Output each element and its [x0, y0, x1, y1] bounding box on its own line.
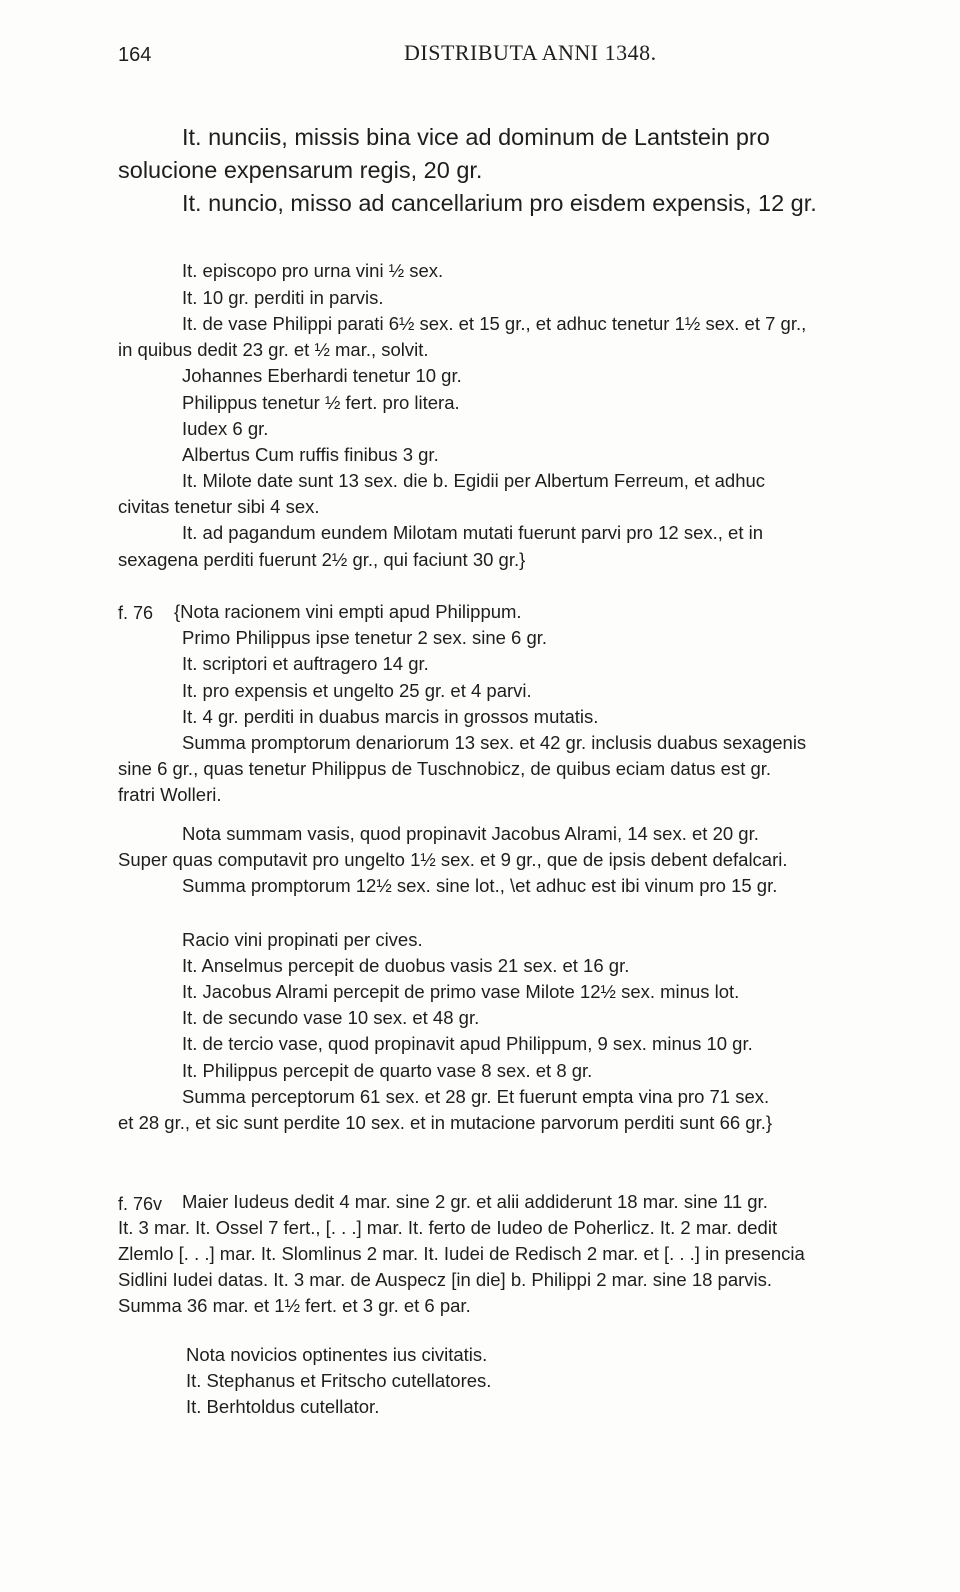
text-line-31: It. de tercio vase, quod propinavit apud Philippum, 9 sex. minus 10 gr.	[182, 1033, 753, 1054]
text-line-21: Summa promptorum denariorum 13 sex. et 42 gr. inclusis duabus sexagenis	[182, 732, 807, 753]
text-line-35: Maier Iudeus dedit 4 mar. sine 2 gr. et alii addiderunt 18 mar. sine 11 gr.	[182, 1191, 768, 1212]
text-line-36: It. 3 mar. It. Ossel 7 fert., [. . .] mar. It. ferto de Iudeo de Poherlicz. It. 2 mar. dedit	[118, 1217, 778, 1238]
text-line-33: Summa perceptorum 61 sex. et 28 gr. Et fuerunt empta vina pro 71 sex.	[182, 1086, 770, 1107]
text-line-23: fratri Wolleri.	[118, 784, 222, 805]
text-line-28: It. Anselmus percepit de duobus vasis 21 sex. et 16 gr.	[182, 955, 630, 976]
text-line-32: It. Philippus percepit de quarto vase 8 sex. et 8 gr.	[182, 1060, 593, 1081]
text-line-37: Zlemlo [. . .] mar. It. Slomlinus 2 mar. It. Iudei de Redisch 2 mar. et [. . .] in presencia	[118, 1243, 805, 1264]
page-number: 164	[118, 44, 152, 66]
text-line-22: sine 6 gr., quas tenetur Philippus de Tuschnobicz, de quibus eciam datus est gr.	[118, 758, 772, 779]
text-line-10: Iudex 6 gr.	[182, 418, 269, 439]
text-line-12: It. Milote date sunt 13 sex. die b. Egidii per Albertum Ferreum, et adhuc	[182, 470, 766, 491]
text-line-9: Philippus tenetur ½ fert. pro litera.	[182, 392, 460, 413]
text-line-38: Sidlini Iudei datas. It. 3 mar. de Auspecz [in die] b. Philippi 2 mar. sine 18 parvis.	[118, 1269, 773, 1290]
text-line-40: Nota novicios optinentes ius civitatis.	[186, 1344, 488, 1365]
text-line-18: It. scriptori et auftragero 14 gr.	[182, 653, 429, 674]
text-line-3: It. nuncio, misso ad cancellarium pro eisdem expensis, 12 gr.	[182, 190, 817, 216]
text-line-13: civitas tenetur sibi 4 sex.	[118, 496, 320, 517]
text-line-11: Albertus Cum ruffis finibus 3 gr.	[182, 444, 439, 465]
text-line-42: It. Berhtoldus cutellator.	[186, 1396, 380, 1417]
text-line-7: in quibus dedit 23 gr. et ½ mar., solvit.	[118, 339, 429, 360]
text-line-8: Johannes Eberhardi tenetur 10 gr.	[182, 365, 462, 386]
text-line-30: It. de secundo vase 10 sex. et 48 gr.	[182, 1007, 480, 1028]
text-line-41: It. Stephanus et Fritscho cutellatores.	[186, 1370, 492, 1391]
text-line-6: It. de vase Philippi parati 6½ sex. et 15 gr., et adhuc tenetur 1½ sex. et 7 gr.,	[182, 313, 807, 334]
text-line-25: Super quas computavit pro ungelto 1½ sex. et 9 gr., que de ipsis debent defalcari.	[118, 849, 788, 870]
text-line-39: Summa 36 mar. et 1½ fert. et 3 gr. et 6 par.	[118, 1295, 471, 1316]
running-title: DISTRIBUTA ANNI 1348.	[404, 40, 657, 65]
text-line-14: It. ad pagandum eundem Milotam mutati fuerunt parvi pro 12 sex., et in	[182, 522, 764, 543]
text-line-24: Nota summam vasis, quod propinavit Jacobus Alrami, 14 sex. et 20 gr.	[182, 823, 759, 844]
folio-marker-f76v: f. 76v	[118, 1194, 163, 1214]
folio-marker-f76: f. 76	[118, 603, 154, 623]
text-line-29: It. Jacobus Alrami percepit de primo vase Milote 12½ sex. minus lot.	[182, 981, 740, 1002]
text-line-26: Summa promptorum 12½ sex. sine lot., \et adhuc est ibi vinum pro 15 gr.	[182, 875, 778, 896]
text-line-4: It. episcopo pro urna vini ½ sex.	[182, 260, 444, 281]
text-line-5: It. 10 gr. perditi in parvis.	[182, 287, 384, 308]
text-line-34: et 28 gr., et sic sunt perdite 10 sex. et in mutacione parvorum perditi sunt 66 gr.}	[118, 1112, 773, 1133]
text-line-1: It. nunciis, missis bina vice ad dominum de Lantstein pro	[182, 124, 770, 150]
text-line-15: sexagena perditi fuerunt 2½ gr., qui faciunt 30 gr.}	[118, 549, 526, 570]
text-line-27: Racio vini propinati per cives.	[182, 929, 423, 950]
text-line-20: It. 4 gr. perditi in duabus marcis in grossos mutatis.	[182, 706, 599, 727]
text-line-19: It. pro expensis et ungelto 25 gr. et 4 parvi.	[182, 680, 532, 701]
text-line-17: Primo Philippus ipse tenetur 2 sex. sine 6 gr.	[182, 627, 548, 648]
text-line-16: {Nota racionem vini empti apud Philippum.	[174, 601, 522, 622]
text-line-2: solucione expensarum regis, 20 gr.	[118, 157, 483, 183]
